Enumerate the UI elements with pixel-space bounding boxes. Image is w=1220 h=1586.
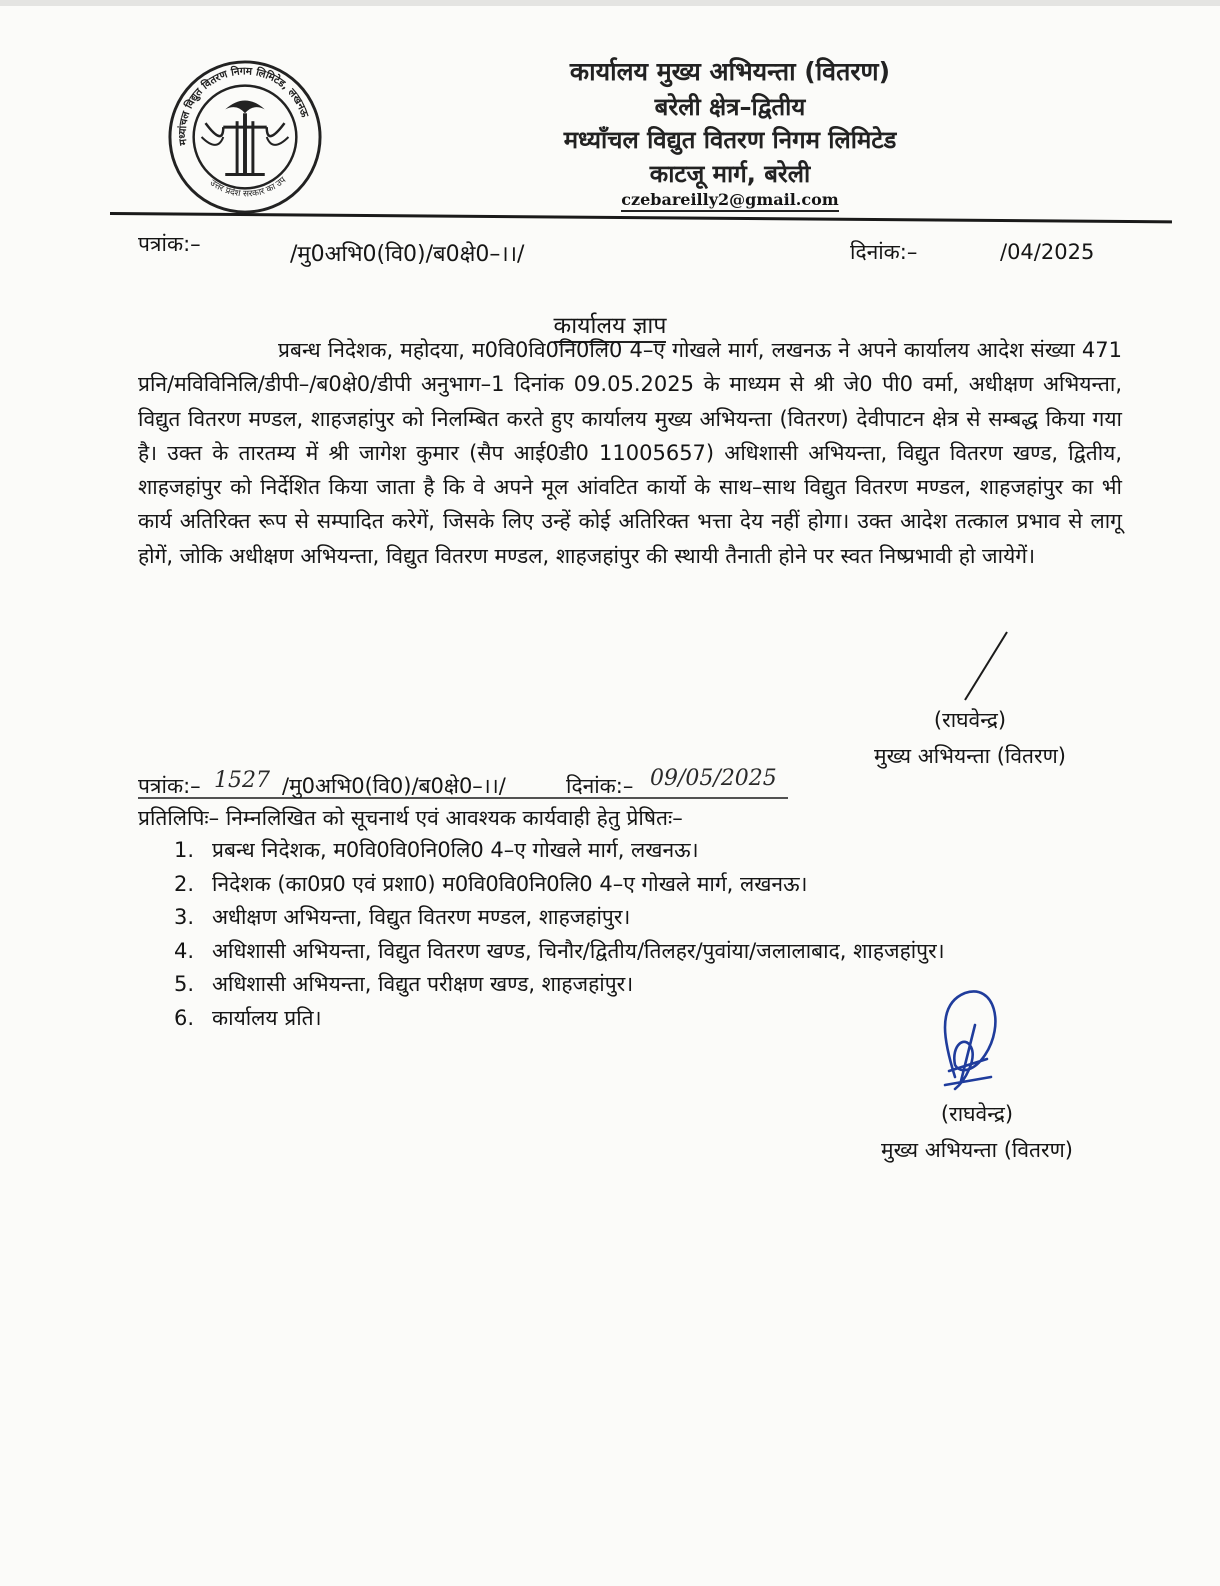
copy-ref-underline (138, 796, 788, 800)
signature-block-2 (862, 1096, 1092, 1168)
copy-list-heading: प्रतिलिपिः– निम्नलिखित को सूचनार्थ एवं आवश्यक कार्यवाही हेतु प्रेषितः– (138, 806, 683, 830)
signatory-designation-2: मुख्य अभियन्ता (वितरण) (881, 1138, 1073, 1162)
list-item: 4. अधिशासी अभियन्ता, विद्युत वितरण खण्ड, चिनौर/द्वितीय/तिलहर/पुवांया/जलालाबाद, शाहजहांपुर। (174, 938, 945, 963)
memo-body: प्रबन्ध निदेशक, महोदया, म0वि0वि0नि0लि0 4–ए गोखले मार्ग, लखनऊ ने अपने कार्यालय आदेश संख्या 471 प्रनि/मविविनिलि/डीपी–/ब0क्षे0/डीपी अनुभाग–1 दिनांक 09.05.2025 के माध्यम से श्री जे0 पी0 वर्मा, अधीक्षण अभियन्ता, विद्युत वितरण मण्डल, शाहजहांपुर को निलम्बित करते हुए कार्यालय मुख्य अभियन्ता (वितरण) देवीपाटन क्षेत्र से सम्बद्ध किया गया है। उक्त के तारतम्य में श्री जागेश कुमार (सैप आई0डी0 11005657) अधिशासी अभियन्ता, विद्युत वितरण खण्ड, द्वितीय, शाहजहांपुर को निर्देशित किया जाता है कि वे अपने मूल आंवटित कार्यो के साथ–साथ विद्युत वितरण मण्डल, शाहजहांपुर का भी कार्य अतिरिक्त रूप से सम्पादित करेगें, जिसके लिए उन्हें कोई अतिरिक्त भत्ता देय नहीं होगा। उक्त आदेश तत्काल प्रभाव से लागू होगें, जोकि अधीक्षण अभियन्ता, विद्युत वितरण मण्डल, शाहजहांपुर की स्थायी तैनाती होने पर स्वत निष्प्रभावी हो जायेगें। (138, 338, 1122, 568)
svg-text:मध्यांचल विद्युत वितरण निगम लि: मध्यांचल विद्युत वितरण निगम लिमिटेड, लखनऊ (176, 65, 311, 146)
signature-block-1 (860, 702, 1080, 774)
copy-patrank-number: 1527 (214, 768, 270, 793)
signature-ink-2 (925, 985, 1015, 1095)
list-item: 3. अधीक्षण अभियन्ता, विद्युत वितरण मण्डल, शाहजहांपुर। (174, 905, 631, 929)
copy-patrank-suffix: /मु0अभि0(वि0)/ब0क्षे0–।।/ (282, 774, 506, 798)
list-item: 5. अधिशासी अभियन्ता, विद्युत परीक्षण खण्ड, शाहजहांपुर। (174, 972, 634, 996)
dinank-label: दिनांक:– (850, 240, 918, 264)
office-address: काटजू मार्ग, बरेली (649, 160, 811, 188)
dinank-value: /04/2025 (1000, 240, 1095, 264)
signature-stroke-1 (955, 628, 1015, 708)
copy-dinank-label: दिनांक:– (566, 774, 634, 798)
signatory-name-2: (राघवेन्द्र) (940, 1102, 1014, 1126)
copy-dinank-value: 09/05/2025 (650, 766, 777, 791)
company-seal-logo (162, 51, 324, 216)
patrank-label: पत्रांक:– (138, 232, 201, 256)
scan-top-band (0, 0, 1220, 6)
email-address[interactable]: czebareilly2@gmail.com (470, 190, 990, 209)
copy-list (174, 836, 945, 1037)
copy-patrank-label: पत्रांक:– (138, 774, 201, 798)
list-item: 6. कार्यालय प्रति। (174, 1005, 322, 1030)
svg-text:उत्तर प्रदेश सरकार का उपक्रम: उत्तर प्रदेश सरकार का उपक्रम (162, 51, 289, 200)
list-item: 1. प्रबन्ध निदेशक, म0वि0वि0नि0लि0 4–ए गोखले मार्ग, लखनऊ। (174, 838, 699, 862)
signatory-designation-1: मुख्य अभियन्ता (वितरण) (874, 744, 1066, 768)
header-divider (110, 212, 1172, 223)
company-name: मध्याँचल विद्युत वितरण निगम लिमिटेड (563, 126, 897, 154)
signatory-name-1: (राघवेन्द्र) (933, 708, 1007, 732)
list-item: 2. निदेशक (का0प्र0 एवं प्रशा0) म0वि0वि0नि0लि0 4–ए गोखले मार्ग, लखनऊ। (174, 871, 808, 896)
office-name: कार्यालय मुख्य अभियन्ता (वितरण) (569, 57, 891, 86)
patrank-value: /मु0अभि0(वि0)/ब0क्षे0–।।/ (290, 242, 525, 267)
memo-title: कार्यालय ज्ञाप (0, 308, 1220, 340)
zone-name: बरेली क्षेत्र–द्वितीय (654, 93, 806, 121)
